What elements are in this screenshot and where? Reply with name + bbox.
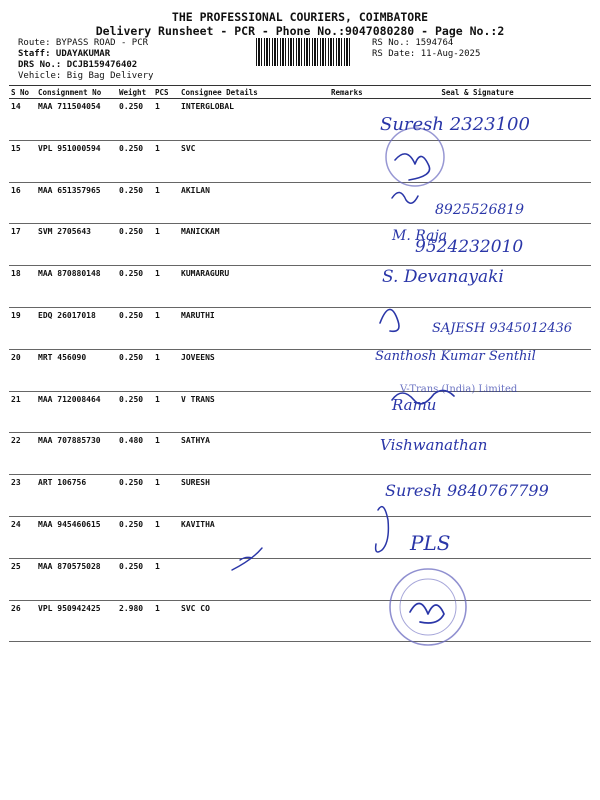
cell-pcs: 1 <box>153 307 179 349</box>
cell-pcs: 1 <box>153 99 179 141</box>
table-row <box>9 140 591 182</box>
cell-remarks <box>329 266 364 308</box>
cell-seal <box>364 516 591 558</box>
cell-remarks <box>329 140 364 182</box>
table-row <box>9 349 591 391</box>
drs-number: DRS No.: DCJB159476402 <box>18 60 138 70</box>
table-row <box>9 99 591 141</box>
cell-seal <box>364 224 591 266</box>
cell-sno: 19 <box>9 307 36 349</box>
cell-consignee: SURESH <box>179 475 329 517</box>
cell-sno: 14 <box>9 99 36 141</box>
table-row <box>9 600 591 642</box>
cell-weight: 0.250 <box>117 558 153 600</box>
cell-weight: 0.250 <box>117 391 153 433</box>
staff-label: Staff: UDAYAKUMAR <box>18 49 111 59</box>
cell-pcs: 1 <box>153 182 179 224</box>
rs-number: RS No.: 1594764 <box>372 38 454 48</box>
cell-remarks <box>329 558 364 600</box>
cell-remarks <box>329 433 364 475</box>
column-header-consignment: Consignment No <box>36 86 117 99</box>
table-row <box>9 391 591 433</box>
cell-sno: 17 <box>9 224 36 266</box>
cell-pcs: 1 <box>153 391 179 433</box>
vehicle-label: Vehicle: Big Bag Delivery <box>18 71 154 81</box>
cell-sno: 26 <box>9 600 36 642</box>
cell-weight: 0.250 <box>117 266 153 308</box>
cell-pcs: 1 <box>153 475 179 517</box>
cell-consignment: VPL 951000594 <box>36 140 117 182</box>
cell-consignment: MAA 711504054 <box>36 99 117 141</box>
cell-sno: 15 <box>9 140 36 182</box>
cell-seal <box>364 433 591 475</box>
cell-seal <box>364 140 591 182</box>
handwriting-note: Suresh 9840767799 <box>385 481 549 500</box>
column-header-pcs: PCS <box>153 86 179 99</box>
cell-consignee: JOVEENS <box>179 349 329 391</box>
cell-consignee: SVC <box>179 140 329 182</box>
table-row <box>9 433 591 475</box>
cell-pcs: 1 <box>153 224 179 266</box>
cell-seal <box>364 475 591 517</box>
cell-consignee: INTERGLOBAL <box>179 99 329 141</box>
handwriting-note: Ramu <box>392 396 437 414</box>
cell-sno: 18 <box>9 266 36 308</box>
cell-remarks <box>329 516 364 558</box>
cell-weight: 2.980 <box>117 600 153 642</box>
cell-sno: 22 <box>9 433 36 475</box>
cell-pcs: 1 <box>153 516 179 558</box>
cell-sno: 20 <box>9 349 36 391</box>
cell-weight: 0.480 <box>117 433 153 475</box>
cell-seal <box>364 391 591 433</box>
cell-consignee: KAVITHA <box>179 516 329 558</box>
cell-consignment: MAA 870880148 <box>36 266 117 308</box>
cell-consignment: MAA 945460615 <box>36 516 117 558</box>
cell-pcs: 1 <box>153 433 179 475</box>
cell-seal <box>364 266 591 308</box>
cell-consignee: SVC CO <box>179 600 329 642</box>
cell-consignee: SATHYA <box>179 433 329 475</box>
cell-sno: 16 <box>9 182 36 224</box>
cell-consignment: ART 106756 <box>36 475 117 517</box>
column-header-weight: Weight <box>117 86 153 99</box>
handwriting-note: SAJESH 9345012436 <box>432 321 573 336</box>
table-header-row <box>9 86 591 99</box>
cell-pcs: 1 <box>153 266 179 308</box>
handwriting-note: Suresh 2323100 <box>380 114 530 135</box>
cell-consignee <box>179 558 329 600</box>
cell-remarks <box>329 99 364 141</box>
table-row <box>9 516 591 558</box>
cell-weight: 0.250 <box>117 224 153 266</box>
cell-seal <box>364 182 591 224</box>
table-row <box>9 307 591 349</box>
runsheet-table <box>9 85 591 642</box>
cell-consignment: MAA 712008464 <box>36 391 117 433</box>
cell-remarks <box>329 349 364 391</box>
rs-date: RS Date: 11-Aug-2025 <box>372 49 481 59</box>
cell-sno: 21 <box>9 391 36 433</box>
column-header-remarks: Remarks <box>331 87 363 97</box>
cell-consignment: MAA 651357965 <box>36 182 117 224</box>
handwriting-note: M. Raja <box>392 228 448 244</box>
cell-consignee: MANICKAM <box>179 224 329 266</box>
cell-pcs: 1 <box>153 600 179 642</box>
cell-weight: 0.250 <box>117 140 153 182</box>
table-row <box>9 558 591 600</box>
cell-consignment: MAA 870575028 <box>36 558 117 600</box>
table-row <box>9 182 591 224</box>
table-row <box>9 475 591 517</box>
cell-consignment: VPL 950942425 <box>36 600 117 642</box>
cell-weight: 0.250 <box>117 182 153 224</box>
handwriting-note: V-Trans (India) Limited <box>400 384 518 395</box>
handwriting-note: Vishwanathan <box>380 436 488 454</box>
cell-weight: 0.250 <box>117 349 153 391</box>
company-title: THE PROFESSIONAL COURIERS, COIMBATORE <box>171 10 429 24</box>
cell-sno: 25 <box>9 558 36 600</box>
cell-sno: 23 <box>9 475 36 517</box>
route-label: Route: BYPASS ROAD - PCR <box>18 38 149 48</box>
column-header-seal: Seal & Signature <box>364 86 591 99</box>
column-header-sno: S No <box>9 86 36 99</box>
cell-consignee: AKILAN <box>179 182 329 224</box>
cell-consignment: EDQ 26017018 <box>36 307 117 349</box>
handwriting-note: S. Devanayaki <box>382 267 504 287</box>
table-row <box>9 266 591 308</box>
cell-consignee: MARUTHI <box>179 307 329 349</box>
cell-pcs: 1 <box>153 140 179 182</box>
cell-consignee: KUMARAGURU <box>179 266 329 308</box>
cell-sno: 24 <box>9 516 36 558</box>
cell-weight: 0.250 <box>117 307 153 349</box>
cell-remarks <box>329 475 364 517</box>
cell-consignment: MRT 456090 <box>36 349 117 391</box>
cell-seal <box>364 99 591 141</box>
handwriting-note: Santhosh Kumar Senthil <box>375 349 536 364</box>
cell-seal <box>364 349 591 391</box>
cell-consignee: V TRANS <box>179 391 329 433</box>
cell-consignment: SVM 2705643 <box>36 224 117 266</box>
handwriting-note: 8925526819 <box>435 202 525 218</box>
barcode <box>256 38 350 66</box>
column-header-consignee: Consignee Details <box>179 86 329 99</box>
handwriting-note: PLS <box>410 531 451 555</box>
cell-remarks <box>329 182 364 224</box>
cell-remarks <box>329 391 364 433</box>
cell-pcs: 1 <box>153 558 179 600</box>
cell-pcs: 1 <box>153 349 179 391</box>
cell-remarks <box>329 307 364 349</box>
cell-consignment: MAA 707885730 <box>36 433 117 475</box>
cell-weight: 0.250 <box>117 99 153 141</box>
cell-seal <box>364 307 591 349</box>
handwriting-note: 9524232010 <box>415 237 524 257</box>
cell-weight: 0.250 <box>117 516 153 558</box>
cell-remarks <box>329 600 364 642</box>
table-row <box>9 224 591 266</box>
runsheet-title: Delivery Runsheet - PCR - Phone No.:9047080280 - Page No.:2 <box>95 24 505 38</box>
cell-seal <box>364 600 591 642</box>
cell-remarks <box>329 224 364 266</box>
cell-seal <box>364 558 591 600</box>
cell-weight: 0.250 <box>117 475 153 517</box>
